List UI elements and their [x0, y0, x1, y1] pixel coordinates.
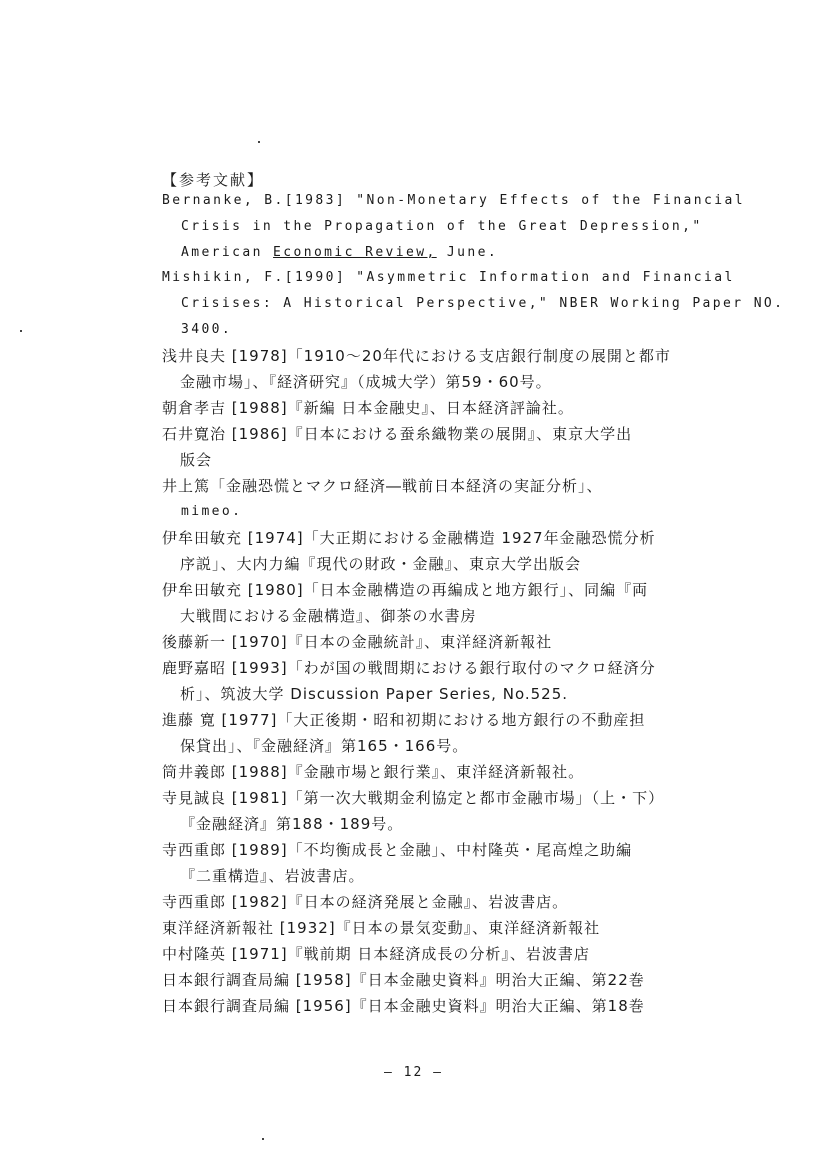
reference-entry: 鹿野嘉昭 [1993]「わが国の戦間期における銀行取付のマクロ経済分	[162, 659, 656, 677]
scan-speck	[20, 330, 22, 332]
page-number: ― 12 ―	[384, 1065, 443, 1080]
reference-entry: Bernanke, B.[1983] "Non-Monetary Effects of the Financial	[162, 193, 745, 208]
journal-title: Economic Review,	[273, 245, 437, 260]
reference-entry: 後藤新一 [1970]『日本の金融統計』、東洋経済新報社	[162, 633, 553, 651]
reference-entry: 寺西重郎 [1982]『日本の経済発展と金融』、岩波書店。	[162, 893, 569, 911]
scan-speck	[258, 141, 260, 143]
reference-entry: 伊牟田敏充 [1974]「大正期における金融構造 1927年金融恐慌分析	[162, 529, 656, 547]
reference-entry: 寺西重郎 [1989]「不均衡成長と金融」、中村隆英・尾高煌之助編	[162, 841, 633, 859]
reference-entry-continuation	[181, 243, 498, 263]
reference-entry: 日本銀行調査局編 [1958]『日本金融史資料』明治大正編、第22巻	[162, 971, 645, 989]
reference-entry-continuation: 大戦間における金融構造』、御茶の水書房	[180, 607, 477, 625]
reference-entry-continuation: 版会	[180, 451, 213, 469]
reference-entry-continuation: 『二重構造』、岩波書店。	[180, 867, 365, 885]
reference-entry-continuation: 析」、筑波大学 Discussion Paper Series, No.525.	[180, 685, 569, 703]
reference-entry: 伊牟田敏充 [1980]「日本金融構造の再編成と地方銀行」、同編『両	[162, 581, 649, 599]
reference-entry-continuation: 3400.	[181, 322, 233, 337]
reference-entry: 日本銀行調査局編 [1956]『日本金融史資料』明治大正編、第18巻	[162, 997, 645, 1015]
reference-entry-continuation: Crisis in the Propagation of the Great Depression,"	[181, 219, 703, 234]
scan-speck	[262, 1138, 264, 1140]
reference-entry-continuation: 『金融経済』第188・189号。	[180, 815, 404, 833]
reference-entry: 浅井良夫 [1978]「1910～20年代における支店銀行制度の展開と都市	[162, 347, 671, 365]
journal-prefix: American	[181, 245, 274, 260]
journal-suffix: June.	[436, 245, 499, 260]
reference-entry-continuation: Crisises: A Historical Perspective," NBER Working Paper NO.	[181, 296, 785, 311]
reference-entry-continuation: 保貸出」、『金融経済』第165・166号。	[180, 737, 469, 755]
reference-entry: 進藤 寛 [1977]「大正後期・昭和初期における地方銀行の不動産担	[162, 711, 646, 729]
reference-entry: 寺見誠良 [1981]「第一次大戦期金利協定と都市金融市場」（上・下）	[162, 789, 665, 807]
reference-entry: 石井寛治 [1986]『日本における蚕糸織物業の展開』、東京大学出	[162, 425, 633, 443]
reference-entry: 中村隆英 [1971]『戦前期 日本経済成長の分析』、岩波書店	[162, 945, 590, 963]
reference-entry: 筒井義郎 [1988]『金融市場と銀行業』、東洋経済新報社。	[162, 763, 585, 781]
reference-entry: 井上篤「金融恐慌とマクロ経済―戦前日本経済の実証分析」、	[162, 477, 603, 495]
references-heading: 【参考文献】	[162, 171, 265, 189]
reference-entry-continuation: 序説」、大内力編『現代の財政・金融』、東京大学出版会	[180, 555, 582, 573]
reference-entry-continuation: mimeo.	[181, 504, 243, 519]
reference-entry: Mishikin, F.[1990] "Asymmetric Information and Financial	[162, 270, 735, 285]
reference-entry-continuation: 金融市場」、『経済研究』（成城大学）第59・60号。	[180, 373, 552, 391]
reference-entry: 朝倉孝吉 [1988]『新編 日本金融史』、日本経済評論社。	[162, 399, 574, 417]
reference-entry: 東洋経済新報社 [1932]『日本の景気変動』、東洋経済新報社	[162, 919, 601, 937]
